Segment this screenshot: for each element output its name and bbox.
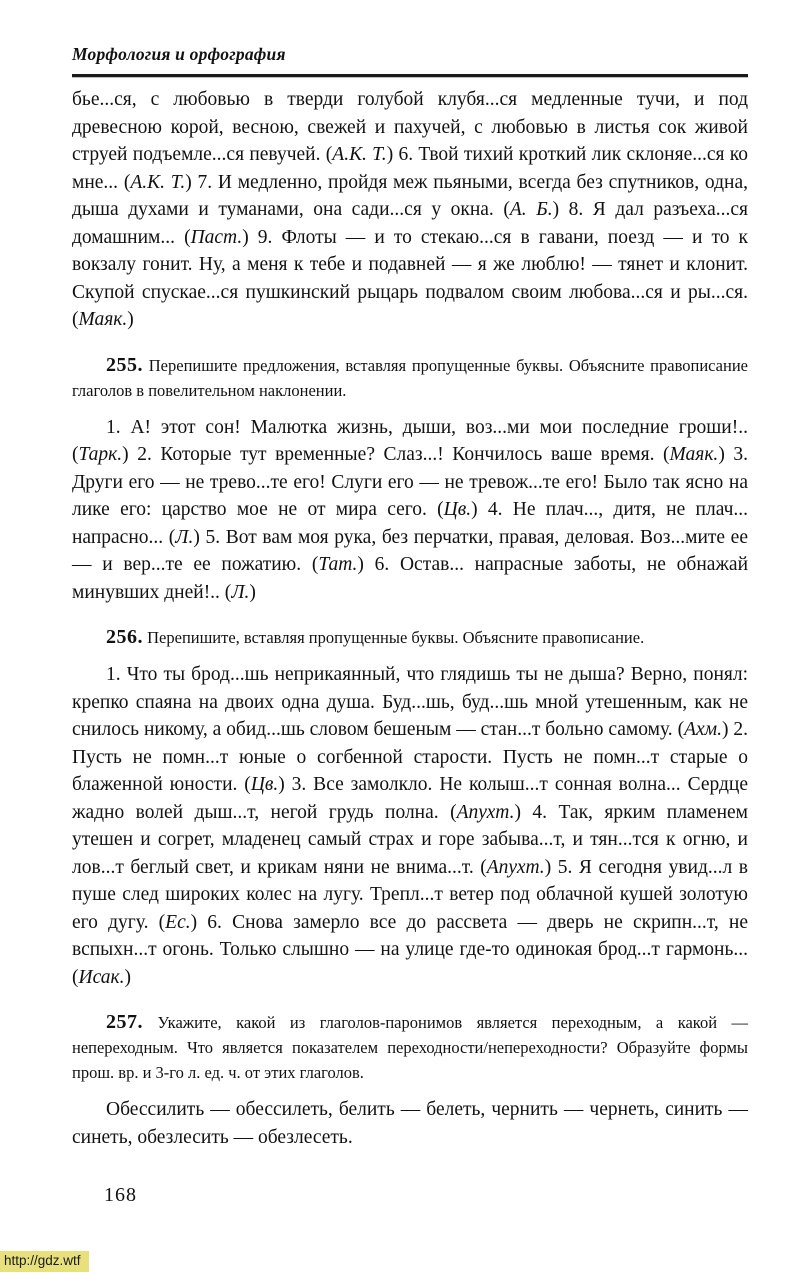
exercise-257-heading: 257. Укажите, какой из глаголов-паронимов является переходным, а какой — непереходным. Что является показателем переходности/непереходности? Образуйте формы прош. вр. и 3-го л. ед. ч. от этих глаголов. xyxy=(72,1011,748,1082)
exercise-256-text: 1. Что ты брод...шь неприкаянный, что глядишь ты не дыша? Верно, понял: крепко спаяна на двоих одна душа. Буд...шь, буд...шь мной утешенным, как не снилось никому, а обид...шь словом бешеным — стан...т больно самому. (Ахм.) 2. Пусть не помн...т юные о согбенной старости. Пусть не помн...т старые о блаженной юности. (Цв.) 3. Все замолкло. Не колыш...т сонная волна... Сердце жадно волей дыш...т, негой грудь полна. (Апухт.) 4. Так, ярким пламенем утешен и согрет, младенец самый страх и горе забыва...т, и тян...тся к огню, и лов...т беглый свет, и крикам няни не внима...т. (Апухт.) 5. Я сегодня увид...л в пуше след широких колес на лугу. Трепл...т ветер под облачной кушей золотую его дугу. (Ес.) 6. Снова замерло все до рассвета — дверь не скрипн...т, не вспыхн...т огонь. Только слышно — на улице где-то одинокая брод...т гармонь... (Исак.) xyxy=(72,664,749,988)
header-rule xyxy=(72,74,748,77)
running-header-title: Морфология и орфография xyxy=(72,44,286,64)
exercise-254-continuation-text: бье...ся, с любовью в тверди голубой клубя...ся медленные тучи, и под древесною корой, весною, свежей и пахучей, с любовью в листья сок живой струей подъемле...ся певучей. (А.К. Т.) 6. Твой тихий кроткий лик склоняе...ся ко мне... (А.К. Т.) 7. И медленно, пройдя меж пьяными, всегда без спутников, одна, дыша духами и туманами, она сади...ся у окна. (А. Б.) 8. Я дал разъеха...ся домашним... (Паст.) 9. Флоты — и то стекаю...ся в гавани, поезд — и то к вокзалу гонит. Ну, а меня к тебе и подавней — я же люблю! — тянет и клонит. Скупой спускае...ся пушкинский рыцарь подвалом своим любова...ся и ры...ся. (Маяк.) xyxy=(72,89,749,330)
exercise-255-heading: 255. Перепишите предложения, вставляя пропущенные буквы. Объясните правописание глаголов в повелительном наклонении. xyxy=(72,353,748,400)
exercise-255-text: 1. А! этот сон! Малютка жизнь, дыши, воз...ми мои последние гроши!.. (Тарк.) 2. Которые тут временные? Слаз...! Кончилось ваше время. (Маяк.) 3. Други его — не трево...те его! Слуги его — не тревож...те его! Было так ясно на лике его: царство мое не от мира сего. (Цв.) 4. Не плач..., дитя, не плач... напрасно... (Л.) 5. Вот вам моя рука, без перчатки, правая, деловая. Воз...мите ее — и вер...те ее пожатию. (Тат.) 6. Остав... напрасные заботы, не обнажай минувших дней!.. (Л.) xyxy=(72,416,749,603)
watermark-url: http://gdz.wtf xyxy=(0,1251,89,1272)
page-content xyxy=(72,44,748,1151)
exercise-257-text: Обессилить — обессилеть, белить — белеть, чернить — чернеть, синить — синеть, обезлесить — обезлесеть. xyxy=(72,1099,748,1148)
exercise-256-heading: 256. Перепишите, вставляя пропущенные буквы. Объясните правописание. xyxy=(106,626,645,648)
page-number: 168 xyxy=(104,1184,137,1206)
